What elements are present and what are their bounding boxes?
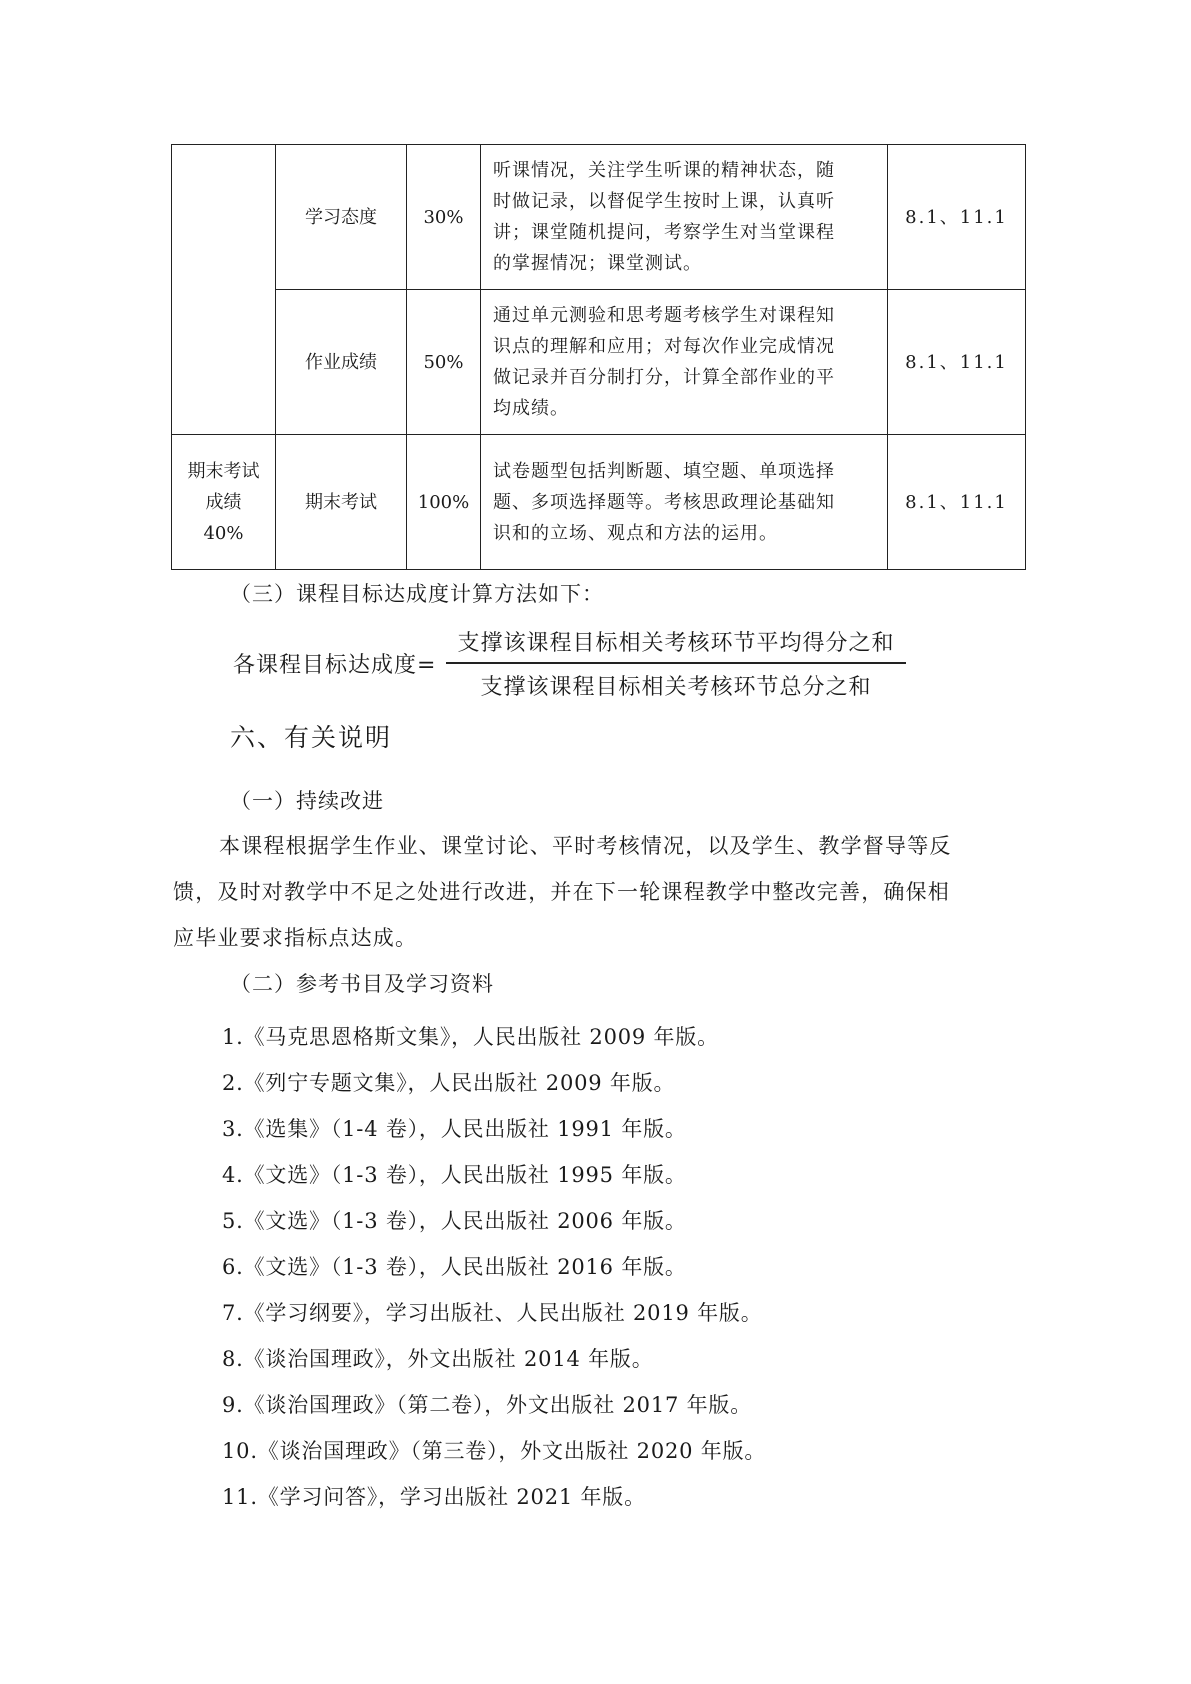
item-cell: 作业成绩 <box>276 290 407 435</box>
targets-cell: 8.1、11.1 <box>888 145 1026 290</box>
weight-cell: 50% <box>407 290 481 435</box>
subsection-1-title: （一）持续改进 <box>230 789 384 813</box>
list-item: 6.《文选》（1-3 卷），人民出版社 2016 年版。 <box>222 1255 687 1279</box>
description-cell: 试卷题型包括判断题、填空题、单项选择 题、多项选择题等。考核思政理论基础知 识和的立场、观点和方法的运用。 <box>481 435 888 570</box>
weight-cell: 30% <box>407 145 481 290</box>
description-cell: 通过单元测验和思考题考核学生对课程知 识点的理解和应用；对每次作业完成情况 做记录并百分制打分，计算全部作业的平 均成绩。 <box>481 290 888 435</box>
targets-cell: 8.1、11.1 <box>888 435 1026 570</box>
section-6-heading: 六、有关说明 <box>230 723 393 752</box>
list-item: 1.《马克思恩格斯文集》，人民出版社 2009 年版。 <box>222 1025 719 1049</box>
description-cell: 听课情况，关注学生听课的精神状态，随 时做记录，以督促学生按时上课，认真听 讲；课堂随机提问，考察学生对当堂课程 的掌握情况；课堂测试。 <box>481 145 888 290</box>
formula-numerator: 支撑该课程目标相关考核环节平均得分之和 <box>457 631 895 656</box>
item-cell: 学习态度 <box>276 145 407 290</box>
list-item: 11.《学习问答》，学习出版社 2021 年版。 <box>222 1485 646 1509</box>
targets-cell: 8.1、11.1 <box>888 290 1026 435</box>
subsection-2-title: （二）参考书目及学习资料 <box>230 972 494 996</box>
table-row <box>172 290 1026 435</box>
group-cell: 期末考试 成绩 40% <box>172 435 276 570</box>
list-item: 9.《谈治国理政》（第二卷），外文出版社 2017 年版。 <box>222 1393 753 1417</box>
formula-lhs: 各课程目标达成度= <box>233 653 437 678</box>
table-row <box>172 145 1026 290</box>
list-item: 7.《学习纲要》，学习出版社、人民出版社 2019 年版。 <box>222 1301 763 1325</box>
improvement-paragraph: 本课程根据学生作业、课堂讨论、平时考核情况，以及学生、教学督导等反 馈，及时对教学中不足之处进行改进，并在下一轮课程教学中整改完善，确保相 应毕业要求指标点达成。 <box>173 834 952 950</box>
list-item: 5.《文选》（1-3 卷），人民出版社 2006 年版。 <box>222 1209 687 1233</box>
reference-list <box>222 1014 766 1520</box>
fraction-bar <box>446 662 906 664</box>
group-cell <box>172 145 276 435</box>
formula-denominator: 支撑该课程目标相关考核环节总分之和 <box>480 675 872 700</box>
weight-cell: 100% <box>407 435 481 570</box>
table-row <box>172 435 1026 570</box>
formula <box>233 626 933 706</box>
list-item: 10.《谈治国理政》（第三卷），外文出版社 2020 年版。 <box>222 1439 767 1463</box>
assessment-table <box>171 144 1026 570</box>
section-3-title: （三）课程目标达成度计算方法如下： <box>230 582 604 606</box>
item-cell: 期末考试 <box>276 435 407 570</box>
list-item: 2.《列宁专题文集》，人民出版社 2009 年版。 <box>222 1071 676 1095</box>
list-item: 3.《选集》（1-4 卷），人民出版社 1991 年版。 <box>222 1117 687 1141</box>
list-item: 8.《谈治国理政》，外文出版社 2014 年版。 <box>222 1347 654 1371</box>
list-item: 4.《文选》（1-3 卷），人民出版社 1995 年版。 <box>222 1163 687 1187</box>
